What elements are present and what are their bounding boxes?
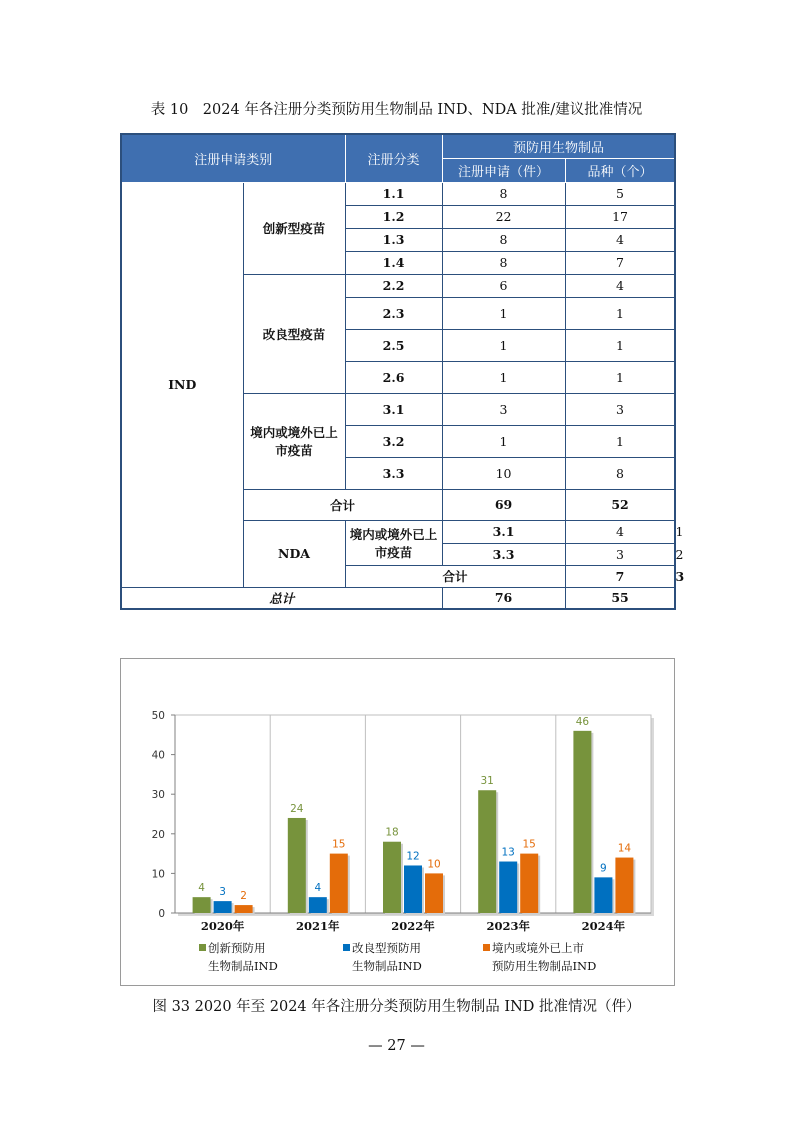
class-cell: 1.1	[345, 182, 442, 205]
x-tick-label: 2022年	[391, 919, 435, 933]
apps-cell: 1	[442, 297, 565, 329]
apps-cell: 1	[442, 329, 565, 361]
class-cell: 3.1	[442, 520, 565, 543]
apps-cell: 3	[565, 543, 675, 565]
bar	[309, 897, 327, 913]
apps-cell: 10	[442, 457, 565, 489]
y-tick-label: 30	[151, 789, 165, 802]
bar	[573, 731, 591, 913]
data-label: 4	[314, 882, 322, 895]
vars-cell: 1	[565, 329, 675, 361]
subtotal-vars: 52	[565, 489, 675, 520]
data-label: 18	[385, 826, 399, 839]
apps-cell: 8	[442, 182, 565, 205]
class-cell: 2.3	[345, 297, 442, 329]
data-label: 10	[427, 858, 441, 871]
bar	[235, 905, 253, 913]
legend-swatch	[343, 944, 350, 951]
total-vars: 55	[565, 587, 675, 609]
vars-cell: 1	[565, 297, 675, 329]
data-label: 15	[332, 838, 346, 851]
group-name: 创新型疫苗	[243, 182, 345, 274]
data-label: 4	[198, 882, 205, 895]
class-cell: 3.3	[345, 457, 442, 489]
x-tick-label: 2023年	[486, 919, 530, 933]
vars-cell: 8	[565, 457, 675, 489]
bar	[615, 858, 633, 913]
x-tick-label: 2020年	[200, 919, 245, 933]
x-tick-label: 2024年	[581, 919, 626, 933]
class-cell: 1.3	[345, 228, 442, 251]
x-tick-label: 2021年	[296, 919, 340, 933]
class-cell: 2.6	[345, 361, 442, 393]
page-number: — 27 —	[368, 1038, 425, 1054]
data-label: 46	[575, 715, 590, 728]
header-varieties: 品种（个）	[565, 158, 675, 182]
legend-label: 生物制品IND	[208, 959, 278, 973]
vars-cell: 3	[565, 393, 675, 425]
data-label: 15	[522, 838, 536, 851]
table-title: 表 10 2024 年各注册分类预防用生物制品 IND、NDA 批准/建议批准情况	[150, 102, 643, 118]
y-tick-label: 50	[151, 710, 165, 722]
legend-label: 改良型预防用	[352, 941, 421, 955]
apps-cell: 4	[565, 520, 675, 543]
subtotal-apps: 7	[565, 565, 675, 587]
class-cell: 2.5	[345, 329, 442, 361]
nda-label: NDA	[243, 520, 345, 587]
header-classification: 注册分类	[345, 134, 442, 182]
group-name: 境内或境外已上市疫苗	[243, 393, 345, 489]
bar	[425, 873, 443, 913]
data-label: 31	[480, 775, 494, 788]
y-tick-label: 20	[151, 828, 165, 841]
header-category: 注册申请类别	[121, 134, 345, 182]
data-label: 3	[219, 886, 226, 899]
bar	[330, 854, 348, 913]
bar	[214, 901, 232, 913]
y-tick-label: 0	[158, 908, 165, 920]
subtotal-row: 合计 7 3	[121, 565, 675, 587]
registration-table	[120, 133, 685, 610]
class-cell: 1.4	[345, 251, 442, 274]
header-applications: 注册申请（件）	[442, 158, 565, 182]
vars-cell: 7	[565, 251, 675, 274]
total-apps: 76	[442, 587, 565, 609]
bar	[288, 818, 306, 913]
bar	[404, 865, 422, 913]
apps-cell: 8	[442, 251, 565, 274]
data-label: 24	[290, 802, 304, 815]
vars-cell: 4	[565, 228, 675, 251]
legend-swatch	[483, 944, 490, 951]
legend-label: 预防用生物制品IND	[492, 959, 597, 973]
bar	[383, 842, 401, 913]
ind-label: IND	[121, 182, 243, 587]
apps-cell: 3	[442, 393, 565, 425]
data-label: 13	[501, 846, 515, 859]
header-group: 预防用生物制品	[442, 134, 675, 158]
y-tick-label: 10	[151, 868, 165, 881]
data-label: 2	[240, 890, 247, 903]
apps-cell: 1	[442, 425, 565, 457]
table-row: 3.3 3 2	[121, 543, 675, 565]
apps-cell: 1	[442, 361, 565, 393]
vars-cell: 4	[565, 274, 675, 297]
data-label: 14	[617, 842, 632, 855]
legend-swatch	[199, 944, 206, 951]
bar	[520, 854, 538, 913]
table-row	[121, 182, 675, 205]
bar	[478, 790, 496, 913]
legend-label: 生物制品IND	[352, 959, 422, 973]
class-cell: 1.2	[345, 205, 442, 228]
y-tick-label: 40	[151, 749, 165, 762]
subtotal-apps: 69	[442, 489, 565, 520]
apps-cell: 22	[442, 205, 565, 228]
group-name: 改良型疫苗	[243, 274, 345, 393]
class-cell: 3.2	[345, 425, 442, 457]
class-cell: 3.3	[442, 543, 565, 565]
data-label: 9	[600, 862, 607, 875]
apps-cell: 6	[442, 274, 565, 297]
legend-label: 创新预防用	[208, 941, 266, 955]
vars-cell: 17	[565, 205, 675, 228]
apps-cell: 8	[442, 228, 565, 251]
vars-cell: 1	[565, 425, 675, 457]
bar	[594, 877, 612, 913]
bar	[499, 862, 517, 913]
bar	[193, 897, 211, 913]
data-label: 12	[406, 850, 420, 863]
table-row: NDA 境内或境外已上市疫苗 3.1 4 1	[121, 520, 675, 543]
group-name: 境内或境外已上市疫苗	[345, 520, 442, 565]
subtotal-label: 合计	[243, 489, 442, 520]
vars-cell: 5	[565, 182, 675, 205]
vars-cell: 1	[565, 361, 675, 393]
bar-chart	[121, 659, 674, 985]
total-label: 总计	[121, 587, 442, 609]
figure-caption: 图 33 2020 年至 2024 年各注册分类预防用生物制品 IND 批准情况（件）	[152, 999, 641, 1015]
class-cell: 2.2	[345, 274, 442, 297]
total-row	[121, 587, 675, 609]
chart-container	[120, 658, 675, 986]
subtotal-label: 合计	[345, 565, 565, 587]
legend-label: 境内或境外已上市	[492, 941, 584, 955]
class-cell: 3.1	[345, 393, 442, 425]
